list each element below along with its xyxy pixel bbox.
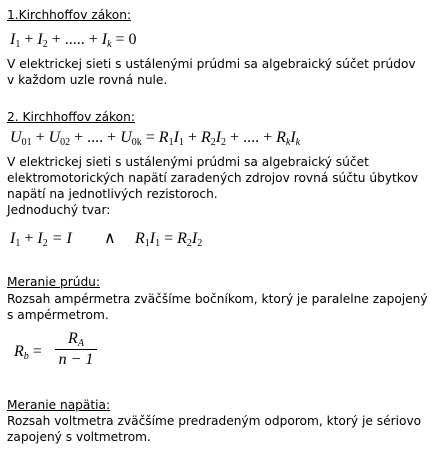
kirchhoff1-heading: 1.Kirchhoffov zákon: (7, 8, 132, 22)
current-measurement-text-line: Rozsah ampérmetra zväčšíme bočníkom, ktorý je paralelne zapojený (7, 292, 428, 306)
voltage-measurement-heading: Meranie napätia: (7, 398, 111, 412)
kirchhoff2-heading: 2. Kirchhoffov zákon: (7, 110, 135, 124)
voltage-measurement-text-line: zapojený s voltmetrom. (7, 430, 151, 444)
fraction-numerator: $R_A$ (68, 330, 84, 349)
kirchhoff2-formula: $U_{01} + U_{02}$ + .... + $U_{0k} = R_1I_1 + R_2I_2$ + .... + $R_kI_k$ (10, 129, 301, 148)
kirchhoff1-formula: $I_1 + I_2$ + ..... + $I_k = 0$ (10, 31, 137, 50)
shunt-formula-fraction (55, 330, 97, 372)
current-measurement-heading: Meranie prúdu: (7, 275, 101, 289)
kirchhoff2-text-line: V elektrickej sieti s ustálenými prúdmi sa algebraický súčet (7, 155, 369, 169)
voltage-measurement-text-line: Rozsah voltmetra zväčšíme predradeným odporom, ktorý je sériovo (7, 414, 422, 428)
kirchhoff1-text-line: V elektrickej sieti s ustálenými prúdmi sa algebraický súčet prúdov (7, 57, 416, 71)
simple-form-label: Jednoduchý tvar: (7, 203, 111, 217)
simple-formula-left: $I_1 + I_2 = I$ (10, 230, 72, 249)
fraction-denominator: n − 1 (58, 351, 94, 368)
logical-and-symbol: ∧ (104, 230, 116, 247)
kirchhoff2-text-line: elektromotorických napätí zaradených zdrojov rovná súčtu úbytkov (7, 171, 419, 185)
kirchhoff1-text-line: v každom uzle rovná nule. (7, 73, 168, 87)
current-measurement-text-line: s ampérmetrom. (7, 308, 109, 322)
shunt-formula-lhs: $R_b$ = (14, 343, 42, 362)
fraction-bar (55, 349, 97, 350)
kirchhoff2-text-line: napätí na jednotlivých rezistoroch. (7, 187, 218, 201)
simple-formula-right: $R_1I_1 = R_2I_2$ (135, 230, 203, 249)
